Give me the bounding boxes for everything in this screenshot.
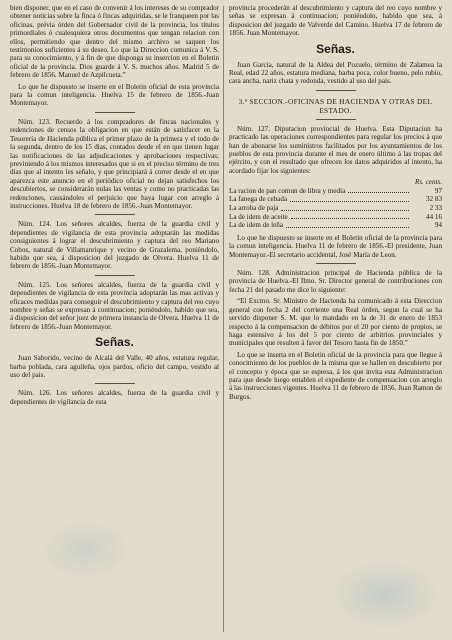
table-row xyxy=(229,187,442,196)
continued-text: bien disponer, que en el caso de convenir á los intereses de su comprador obtener noticias sobre la finca ó fincas adquiridas, se le franqueen por las oficinas, prévia órden del Gobernador civil de la provincia, los títulos primordiales ó cualesquiera otros documentos que tengan relacion con ellos, permitiendo que dentro del mismo archivo se saquen los testimonios suficientes á su deseo. Lo que la Direccion comunica á V. S. para su conocimiento, y á fin de que disponga su insercion en el Boletin oficial de la provincia. Dios guarde á V. S. muchos años. Madrid 5 de febrero de 1856. Manuel de Azpilcueta.” xyxy=(10,4,219,80)
separator-rule xyxy=(316,90,356,91)
table-row xyxy=(229,195,442,204)
separator-rule xyxy=(95,383,135,384)
notice-128: Núm. 128. Administracion principal de Hacienda pública de la provincia de Huelva.-El Ilmo. Sr. Director general de contribuciones con fecha 21 del pasado me dice lo siguiente: xyxy=(229,269,442,294)
closing-notice: Lo que he dispuesto se inserte en el Boletin oficial de esta provincia para la comun inteligencia. Huelva 15 de febrero de 1856.-Juan Montemayor. xyxy=(10,82,219,108)
separator-rule xyxy=(95,214,135,215)
notice-124: Núm. 124. Los señores alcaldes, fuerza de la guardia civil y dependientes de vigilancia de esta provincia adoptarán las medidas consiguientes á lograr el descubrimiento y captura del reo Mariano Cobos, natural de Villamanrique y vecino de Grazalema, ponièndolo, habido que sea, á disposicion del juzgado de Olvera. Huelva 11 de febrero de 1856.-Juan Montemayor. xyxy=(10,220,219,271)
dot-leader xyxy=(286,227,409,228)
prices-table-header: Rs. cents. xyxy=(415,178,442,187)
table-row xyxy=(229,204,442,213)
dot-leader xyxy=(348,192,409,193)
row-label: La racion de pan comun de libra y media xyxy=(229,186,346,195)
quoted-order: “El Excmo. Sr. Ministro de Hacienda ha comunicado á esta Direccion general con fecha 2 del corriente una Real órden, segun la cual se ha servido disponer S. M. que lo mandado en la de 31 de enero de 1853 respecto á la compensacion de débitos por el 20 por ciento de propios, se haga estensivo á los del 5 por ciento de arbitrios provinciales y municipales que resulten á favor del Tesoro hasta fin de 1850.” xyxy=(229,297,442,348)
separator-rule xyxy=(95,112,135,113)
row-value: 44 16 xyxy=(426,212,442,221)
section-title: 3.ª SECCION.-OFICINAS DE HACIENDA Y OTRAS DEL ESTADO. xyxy=(238,96,433,115)
right-column xyxy=(229,4,442,636)
column-divider xyxy=(223,6,224,632)
left-column xyxy=(10,4,219,636)
row-label: La arroba de paja xyxy=(229,204,279,213)
row-value: 2 33 xyxy=(429,204,442,213)
notice-126: Núm. 126. Los señores alcaldes, fuerza de la guardia civil y dependientes de vigilancia de esta xyxy=(10,389,219,406)
closing-notice: Lo que he dispuesto se inserte en el Boletin oficial de la provincia para la comun inteligencia. Huelva 11 de febrero de 1856.-El presidente, Juan Montemayor.-El secretario accidental, José María de Leon. xyxy=(229,233,442,259)
senas-heading: Señas. xyxy=(316,41,355,56)
description-saborido: Juan Saborido, vecino de Alcalá del Valle, 40 años, estatura regular, barba poblada, cara aguileña, ojos pardos, oficio del campo, vestido al uso del pais. xyxy=(10,354,219,380)
dot-leader xyxy=(291,218,409,219)
separator-rule xyxy=(316,263,356,264)
notice-125: Núm. 125. Los señores alcaldes, fuerza de la guardia civil y dependientes de vigilancia de esta provincia adoptarán las mas activas y eficaces medidas para conseguir el descubrimiento y captura del reo cuyo nombre y señas se expresan á continuacion; poniéndolo, habido que sea, á disposicion del señor juez de primera instancia de Olvera. Huelva 11 de febrero de 1856.-Juan Montemayor. xyxy=(10,280,219,331)
table-row xyxy=(229,221,442,230)
dot-leader xyxy=(290,201,409,202)
row-label: La de idem de leña xyxy=(229,221,283,230)
row-label: La de idem de aceite xyxy=(229,212,288,221)
notice-127: Núm. 127. Diputacion provincial de Huelva. Esta Diputacion ha practicado las operaciones correspondientes para regular los precios á que han de abonarse los suministros facilitados por los ayuntamientos de los pueblos de esta provincia durante el mes de enero último á las tropas del ejército, y con el resultado que ofrecen los datos adquiridos al intento, ha acordado fijar los siguientes: xyxy=(229,124,442,175)
continued-notice: provincia procederán al descubrimiento y captura del reo cuyo nombre y señas se expresan á continuacion; poniéndolo, habido que sea, á disposicion del juzgado de Valverde del Camino. Huelva 17 de febrero de 1856. Juan Montemayor. xyxy=(229,4,442,38)
row-value: 32 83 xyxy=(426,195,442,204)
table-row xyxy=(229,213,442,222)
prices-table xyxy=(229,178,442,230)
separator-rule xyxy=(95,275,135,276)
senas-heading: Señas. xyxy=(95,335,134,350)
separator-rule xyxy=(316,119,356,120)
closing-notice: Lo que se inserta en el Boletin oficial de la provincia para que llegue á conocimiento de los pueblos de la misma que se hallen en descubierto por el concepto y época que se espresa, á los que invita esta Administracion para que desde luego entablen el expediente de compensacion con arreglo á las instrucciones vigentes. Huelva 11 de febrero de 1856. Juan Ramon de Burgos. xyxy=(229,350,442,401)
row-label: La fanega de cebada xyxy=(229,195,288,204)
notice-123: Núm. 123. Recuerdo á los compradores de fincas nacionales y redenciones de censos la obligacion en que están de satisfacer en la Tesorería de Hacienda pública el primer plazo de la primera y el todo de la segunda, dentro de los 15 dias, contados desde el en que tienen lugar las notificaciones de las adjudicaciones y aprobaciones respectivas; previniendo á los mismos interesados que si en el preciso término de tres dias que al intento les señalo, y que principiará á correr desde el en que aparezca este anuncio en el periódico oficial no dejan satisfechos los descubiertos, se considerarán nulas las ventas y como no practicadas las redenciones, causándoles el perjuicio que haya lugar con arreglo á instrucciones. Huelva 18 de febrero de 1856.-Juan Montemayor. xyxy=(10,117,219,210)
dot-leader xyxy=(281,210,409,211)
row-value: 94 xyxy=(434,221,442,230)
row-value: 97 xyxy=(434,186,442,195)
description-garcia: Juan García, natural de la Aldea del Pozuelo, término de Zalamea la Real, edad 22 años, estatura mediana, barba poca, color bueno, pelo rubio, cara ancha, nariz chata y redonda, vestido al uso del pais. xyxy=(229,60,442,86)
